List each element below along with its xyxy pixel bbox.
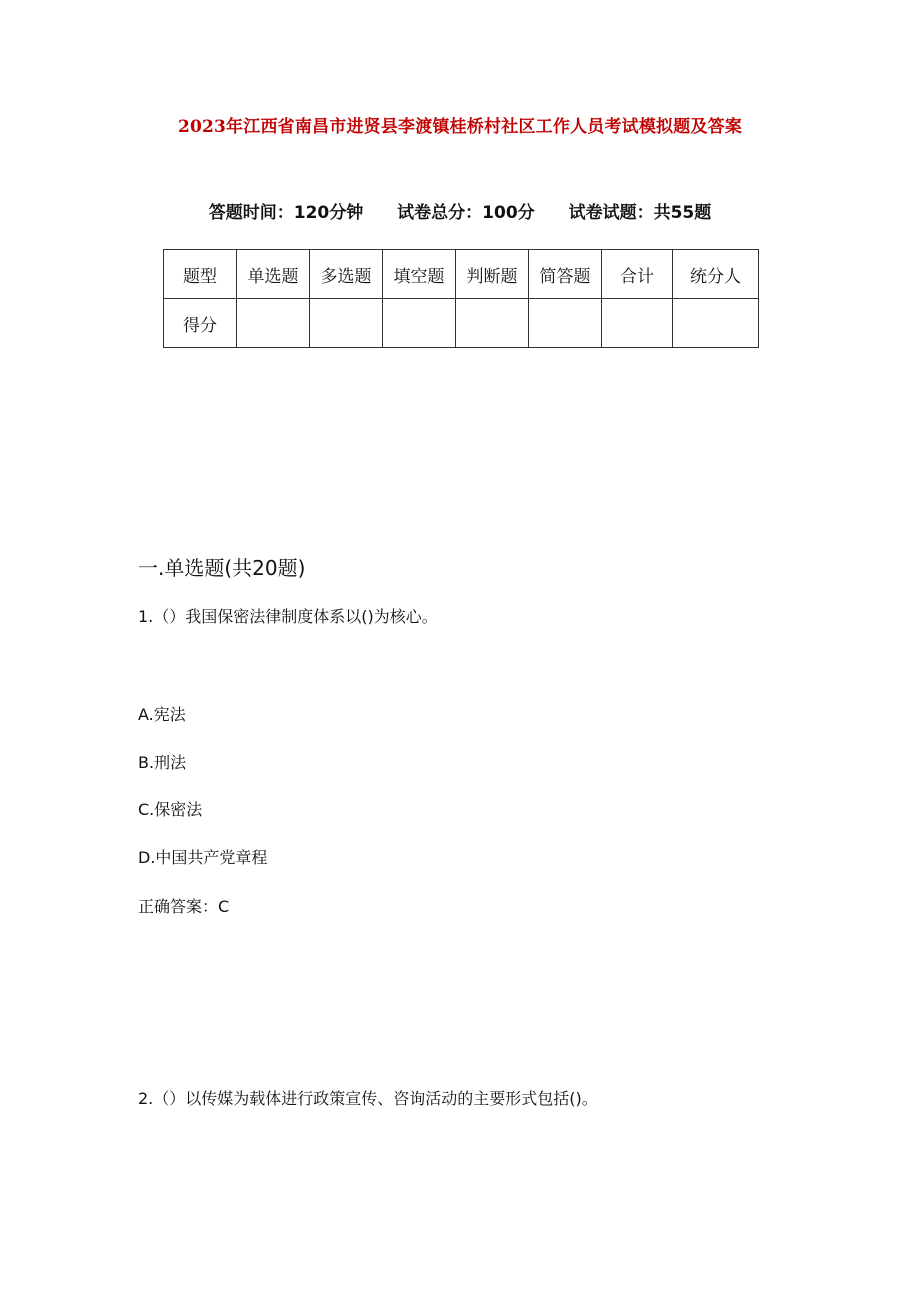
document-title: 2023年江西省南昌市进贤县李渡镇桂桥村社区工作人员考试模拟题及答案	[177, 117, 743, 137]
score-table-header-cell: 多选题	[310, 250, 383, 299]
score-cell	[310, 299, 383, 348]
score-table-header-cell: 题型	[164, 250, 237, 299]
score-table	[163, 249, 759, 348]
score-cell	[456, 299, 529, 348]
exam-meta	[0, 198, 920, 223]
question-option: D.中国共产党章程	[138, 848, 268, 867]
section-title: 一.单选题(共20题)	[138, 556, 306, 580]
score-table-header-cell: 单选题	[237, 250, 310, 299]
question-option: B.刑法	[138, 753, 187, 772]
score-table-header-cell: 判断题	[456, 250, 529, 299]
question-answer: 正确答案：C	[138, 897, 230, 916]
score-cell	[529, 299, 602, 348]
score-table-header-cell: 统分人	[673, 250, 759, 299]
score-cell	[602, 299, 673, 348]
question-option: C.保密法	[138, 800, 203, 819]
score-cell	[383, 299, 456, 348]
exam-question-count: 试卷试题：共55题	[568, 203, 712, 223]
exam-time: 答题时间：120分钟	[208, 203, 364, 223]
question-stem: 1.（）我国保密法律制度体系以()为核心。	[138, 607, 438, 626]
question-option: A.宪法	[138, 705, 186, 724]
score-cell	[673, 299, 759, 348]
question-stem: 2.（）以传媒为载体进行政策宣传、咨询活动的主要形式包括()。	[138, 1089, 598, 1108]
score-table-header-cell: 简答题	[529, 250, 602, 299]
score-table-header-cell: 填空题	[383, 250, 456, 299]
score-table-score-row	[164, 299, 759, 348]
score-table-header-row	[164, 250, 759, 299]
score-cell	[237, 299, 310, 348]
exam-total-score: 试卷总分：100分	[397, 203, 535, 223]
score-row-label: 得分	[164, 299, 237, 348]
score-table-header-cell: 合计	[602, 250, 673, 299]
